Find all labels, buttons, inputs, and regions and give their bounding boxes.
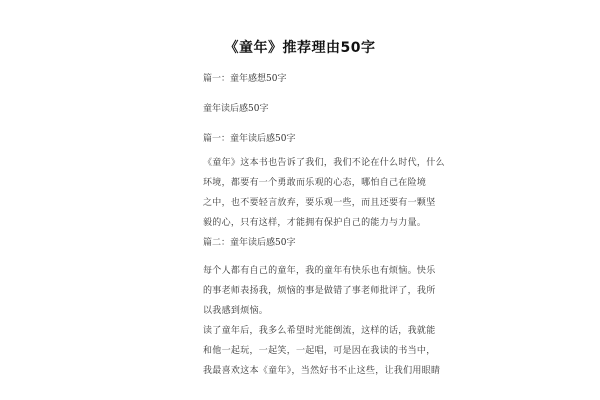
paragraph-3-line: 读了童年后，我多么希望时光能倒流，这样的话，我就能	[203, 326, 436, 336]
paragraph-2-line: 以我感到烦恼。	[203, 306, 269, 316]
paragraph-1-line: 《童年》这本书也告诉了我们，我们不论在什么时代，什么	[203, 158, 445, 168]
section-heading-3: 篇一：童年读后感50字	[203, 134, 296, 144]
section-heading-2: 童年读后感50字	[203, 104, 269, 114]
paragraph-2-line: 每个人都有自己的童年，我的童年有快乐也有烦恼。快乐	[203, 266, 436, 276]
paragraph-1-line: 环境，都要有一个勇敢而乐观的心态，哪怕自己在险境	[203, 178, 427, 188]
paragraph-3-line: 和他一起玩，一起笑，一起唱，可是因在我读的书当中，	[203, 346, 436, 356]
document-title: 《童年》推荐理由50字	[224, 40, 376, 56]
paragraph-1	[203, 153, 445, 233]
paragraph-1-line: 毅的心，只有这样，才能拥有保护自己的能力与力量。	[203, 218, 427, 228]
paragraph-1-line: 之中，也不要轻言放弃，要乐观一些，而且还要有一颗坚	[203, 198, 436, 208]
section-heading-1: 篇一：童年感想50字	[203, 74, 287, 84]
paragraph-3-line: 我最喜欢这本《童年》，当然好书不止这些，让我们用眼睛	[203, 366, 441, 376]
paragraph-2-line: 的事老师表扬我，烦恼的事是做错了事老师批评了，我所	[203, 286, 436, 296]
section-heading-4: 篇二：童年读后感50字	[203, 238, 296, 248]
paragraph-3	[203, 321, 441, 381]
paragraph-2	[203, 261, 436, 321]
